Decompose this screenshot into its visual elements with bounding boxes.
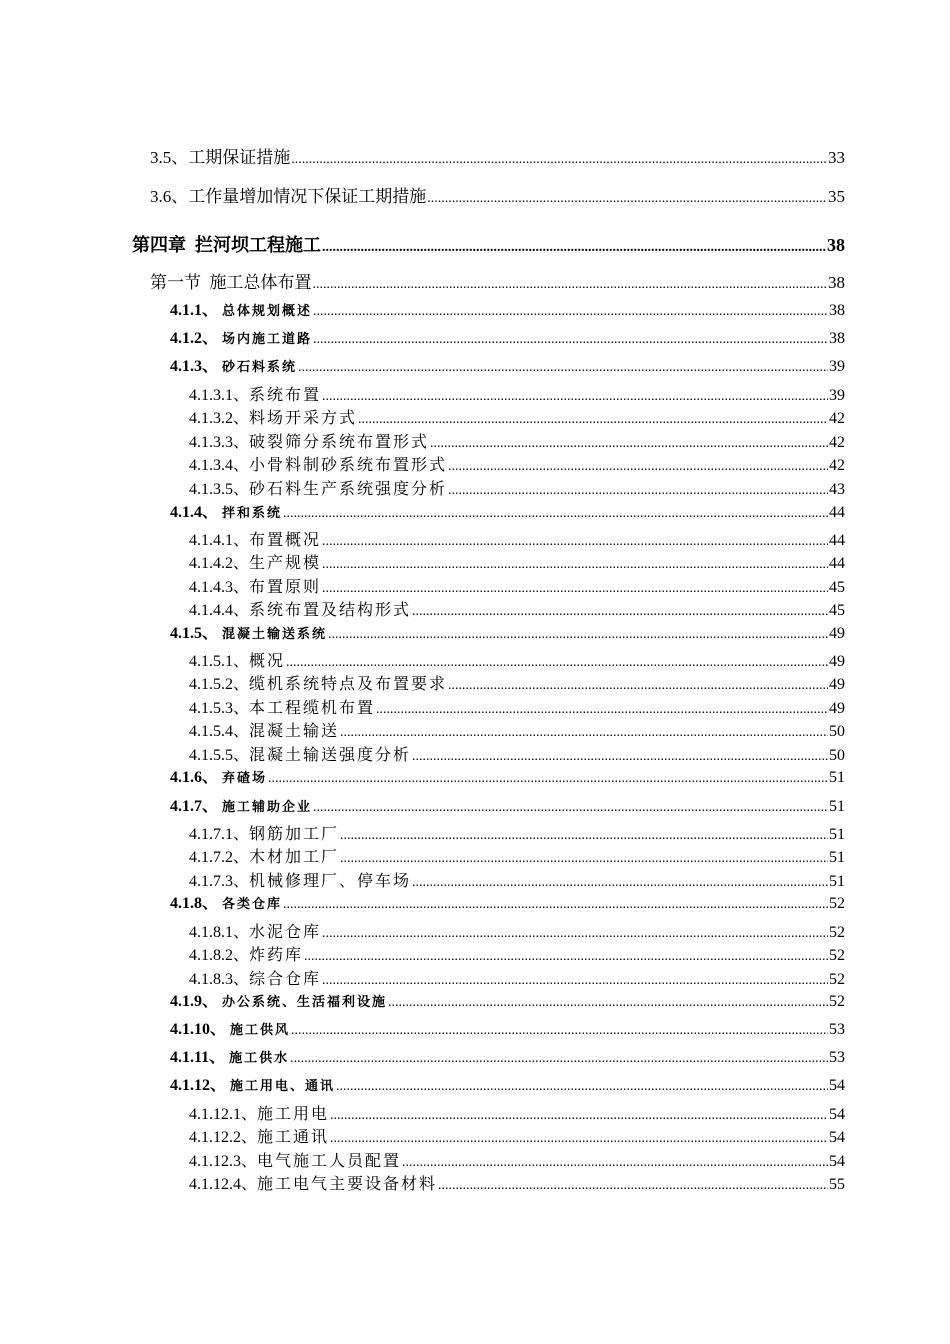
toc-page-number: 35 [828,187,845,206]
dot-leader [340,849,828,869]
dot-leader [330,1106,828,1126]
toc-page-number: 39 [829,358,845,375]
toc-page-number: 51 [829,849,845,866]
toc-page-number: 38 [829,330,845,347]
toc-chapter-entry[interactable] [132,235,845,258]
toc-page-number: 53 [829,1021,845,1038]
toc-page-number: 39 [829,387,845,404]
toc-entry[interactable] [189,456,845,477]
toc-entry[interactable] [189,872,845,893]
dot-leader [330,1129,828,1149]
toc-entry[interactable] [170,894,845,915]
dot-leader [448,481,828,501]
dot-leader [322,532,828,552]
toc-title: 小骨料制砂系统布置形式 [249,457,448,474]
toc-title: 钢筋加工厂 [249,826,340,843]
toc-page-number: 45 [829,579,845,596]
dot-leader [322,579,828,599]
toc-page-number: 49 [829,653,845,670]
dot-leader [412,602,828,622]
toc-number: 4.1.5.5、 [189,747,250,764]
toc-number: 4.1.8.3、 [189,971,250,988]
dot-leader [322,555,828,575]
toc-entry[interactable] [189,699,845,720]
toc-entry[interactable] [170,1048,845,1069]
toc-page-number: 52 [829,895,845,912]
toc-page-number: 42 [829,410,845,427]
toc-number: 4.1.3.5、 [189,481,250,498]
toc-page-number: 52 [829,993,845,1010]
toc-number: 4.1.12.3、 [189,1153,258,1170]
toc-title: 砂石料系统 [222,359,298,374]
toc-page-number: 54 [829,1129,845,1146]
toc-title: 概况 [249,653,286,670]
toc-number: 3.6、 [150,187,189,206]
toc-title: 布置概况 [249,532,322,549]
toc-entry[interactable] [170,329,845,350]
toc-number: 4.1.4.3、 [189,579,250,596]
toc-title: 系统布置及结构形式 [249,602,412,619]
dot-leader [313,275,828,295]
toc-page-number: 44 [829,555,845,572]
toc-page-number: 55 [829,1176,845,1193]
dot-leader [322,924,828,944]
toc-number: 4.1.3.4、 [189,457,250,474]
dot-leader [291,150,827,170]
toc-page-number: 51 [829,826,845,843]
toc-page-number: 42 [829,457,845,474]
toc-number: 第一节 [150,273,201,292]
dot-leader [328,625,828,645]
toc-page-number: 38 [828,273,845,292]
toc-number: 4.1.3.3、 [189,434,250,451]
toc-number: 4.1.5.1、 [189,653,250,670]
toc-page-number: 54 [829,1153,845,1170]
toc-number: 3.5、 [150,148,189,167]
dot-leader [412,747,828,767]
toc-entry[interactable] [170,503,845,524]
toc-title: 破裂筛分系统布置形式 [249,434,430,451]
toc-number: 4.1.5、 [170,625,219,642]
toc-number: 4.1.8.1、 [189,924,250,941]
toc-page-number: 33 [828,148,845,167]
toc-title: 施工通讯 [257,1129,330,1146]
toc-title: 办公系统、生活福利设施 [222,994,388,1009]
dot-leader [291,1021,828,1041]
toc-title: 场内施工道路 [222,331,313,346]
toc-number: 4.1.7.3、 [189,873,250,890]
toc-page-number: 50 [829,723,845,740]
toc-page-number: 44 [829,532,845,549]
toc-number: 4.1.12.4、 [189,1176,258,1193]
toc-number: 4.1.4.2、 [189,555,250,572]
toc-number: 4.1.3、 [170,358,219,375]
dot-leader [313,330,828,350]
dot-leader [438,1176,828,1196]
toc-entry[interactable] [170,992,845,1013]
toc-page-number: 52 [829,947,845,964]
dot-leader [412,873,828,893]
toc-entry[interactable] [189,386,845,407]
dot-leader [358,410,828,430]
toc-title: 机械修理厂、停车场 [249,873,412,890]
dot-leader [322,387,828,407]
dot-leader [313,798,828,818]
toc-number: 4.1.7.1、 [189,826,250,843]
toc-title: 综合仓库 [249,971,322,988]
toc-entry[interactable] [189,480,845,501]
toc-page-number: 51 [829,769,845,786]
dot-leader [313,302,828,322]
toc-page-number: 54 [829,1106,845,1123]
dot-leader [268,769,828,789]
toc-entry[interactable] [189,409,845,430]
toc-title: 布置原则 [249,579,322,596]
dot-leader [388,993,828,1013]
toc-title: 混凝土输送 [249,723,340,740]
toc-title: 工期保证措施 [188,148,291,167]
toc-number: 4.1.5.3、 [189,700,250,717]
toc-number: 第四章 [132,235,186,255]
toc-page-number: 49 [829,676,845,693]
dot-leader [283,504,828,524]
dot-leader [322,238,826,258]
toc-number: 4.1.12.2、 [189,1129,258,1146]
toc-entry[interactable] [189,601,845,622]
toc-title: 各类仓库 [222,896,283,911]
dot-leader [448,457,828,477]
toc-title: 施工供水 [229,1050,290,1065]
toc-title: 拦河坝工程施工 [195,235,321,255]
toc-number: 4.1.3.1、 [189,387,250,404]
toc-number: 4.1.5.2、 [189,676,250,693]
toc-page-number: 52 [829,924,845,941]
toc-number: 4.1.12.1、 [189,1106,258,1123]
toc-entry[interactable] [189,946,845,967]
toc-number: 4.1.7、 [170,798,219,815]
toc-entry[interactable] [170,1020,845,1041]
toc-section-entry[interactable] [150,273,845,295]
toc-page-number: 43 [829,481,845,498]
dot-leader [336,1077,828,1097]
dot-leader [298,358,828,378]
toc-entry[interactable] [150,187,845,209]
dot-leader [322,971,828,991]
dot-leader [283,895,828,915]
toc-title: 本工程缆机布置 [249,700,376,717]
toc-entry[interactable] [170,357,845,378]
toc-page-number: 53 [829,1049,845,1066]
toc-title: 施工用电、通讯 [230,1078,336,1093]
dot-leader [304,947,828,967]
toc-entry[interactable] [189,433,845,454]
toc-entry[interactable] [189,578,845,599]
dot-leader [402,1153,828,1173]
toc-number: 4.1.9、 [170,993,219,1010]
toc-entry[interactable] [150,148,845,170]
dot-leader [290,1049,828,1069]
toc-page-number: 52 [829,971,845,988]
toc-title: 施工辅助企业 [222,799,313,814]
toc-entry[interactable] [189,722,845,743]
toc-number: 4.1.1、 [170,302,219,319]
toc-page-number: 50 [829,747,845,764]
toc-title: 工作量增加情况下保证工期措施 [188,187,427,206]
toc-entry[interactable] [189,923,845,944]
toc-title: 总体规划概述 [222,303,313,318]
toc-number: 4.1.2、 [170,330,219,347]
toc-entry[interactable] [189,1128,845,1149]
dot-leader [340,723,828,743]
toc-page-number: 49 [829,700,845,717]
toc-entry[interactable] [189,825,845,846]
toc-page-number: 51 [829,873,845,890]
toc-title: 施工供风 [230,1022,291,1037]
toc-entry[interactable] [189,531,845,552]
toc-number: 4.1.3.2、 [189,410,250,427]
toc-number: 4.1.12、 [170,1077,227,1094]
toc-title: 炸药库 [249,947,304,964]
toc-entry[interactable] [170,624,845,645]
toc-entry[interactable] [189,1175,845,1196]
toc-title: 混凝土输送系统 [222,626,328,641]
toc-title: 水泥仓库 [249,924,322,941]
toc-number: 4.1.4、 [170,504,219,521]
toc-page-number: 42 [829,434,845,451]
toc-title: 施工总体布置 [209,273,312,292]
toc-title: 缆机系统特点及布置要求 [249,676,448,693]
toc-number: 4.1.7.2、 [189,849,250,866]
toc-title: 拌和系统 [222,505,283,520]
toc-title: 生产规模 [249,555,322,572]
toc-entry[interactable] [189,675,845,696]
toc-entry[interactable] [170,1076,845,1097]
toc-entry[interactable] [170,301,845,322]
toc-entry[interactable] [170,797,845,818]
toc-title: 木材加工厂 [249,849,340,866]
toc-number: 4.1.4.4、 [189,602,250,619]
toc-title: 系统布置 [249,387,322,404]
toc-page-number: 38 [829,302,845,319]
dot-leader [448,676,828,696]
toc-entry[interactable] [189,848,845,869]
dot-leader [286,653,828,673]
toc-entry[interactable] [189,746,845,767]
toc-number: 4.1.4.1、 [189,532,250,549]
toc-page-number: 45 [829,602,845,619]
toc-page-number: 54 [829,1077,845,1094]
toc-number: 4.1.5.4、 [189,723,250,740]
toc-title: 施工电气主要设备材料 [257,1176,438,1193]
toc-page-number: 44 [829,504,845,521]
toc-entry[interactable] [170,768,845,789]
toc-number: 4.1.8.2、 [189,947,250,964]
toc-page-number: 51 [829,798,845,815]
toc-entry[interactable] [189,1105,845,1126]
toc-title: 混凝土输送强度分析 [249,747,412,764]
toc-title: 电气施工人员配置 [257,1153,402,1170]
toc-title: 料场开采方式 [249,410,358,427]
dot-leader [340,826,828,846]
dot-leader [376,700,828,720]
dot-leader [430,434,828,454]
toc-number: 4.1.6、 [170,769,219,786]
toc-title: 施工用电 [257,1106,330,1123]
toc-title: 弃碴场 [222,770,268,785]
toc-entry[interactable] [189,970,845,991]
toc-number: 4.1.10、 [170,1021,227,1038]
dot-leader [427,189,827,209]
toc-number: 4.1.8、 [170,895,219,912]
toc-entry[interactable] [189,652,845,673]
toc-title: 砂石料生产系统强度分析 [249,481,448,498]
toc-page-number: 49 [829,625,845,642]
toc-page-number: 38 [827,235,845,255]
toc-entry[interactable] [189,1152,845,1173]
toc-entry[interactable] [189,554,845,575]
toc-number: 4.1.11、 [170,1049,226,1066]
